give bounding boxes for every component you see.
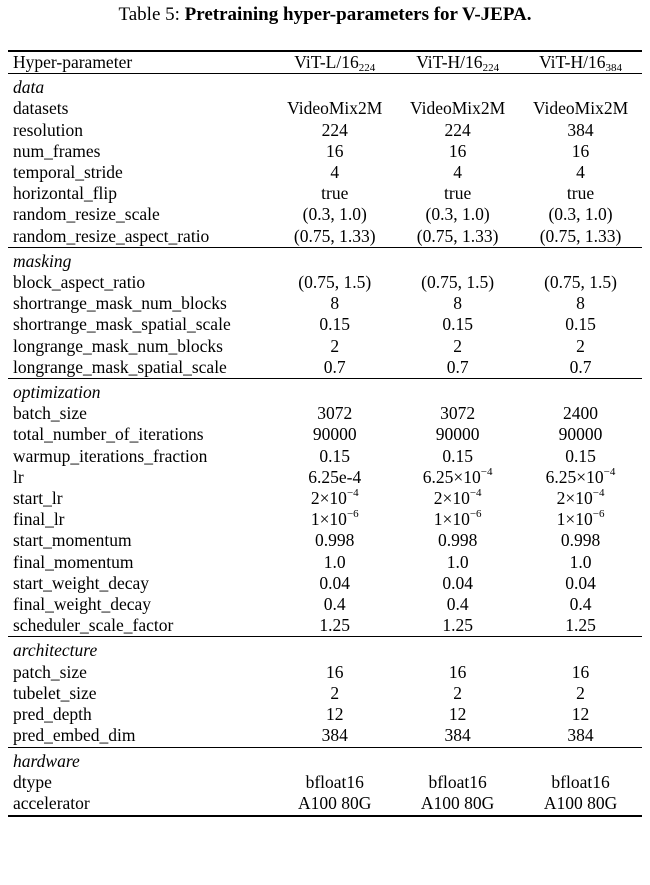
param-value: (0.75, 1.5) bbox=[544, 272, 617, 293]
header-col-1: ViT-$L/16_{224}$ bbox=[273, 51, 396, 74]
param-name: total_number_of_iterations bbox=[13, 424, 204, 445]
param-name: start_lr bbox=[13, 488, 63, 509]
table-body bbox=[8, 74, 642, 816]
param-value: VideoMix2M bbox=[410, 98, 506, 119]
param-value: (0.75, 1.5) bbox=[421, 272, 495, 293]
param-value: $2\times 10^{-4}$ bbox=[556, 487, 605, 509]
param-value: bfloat16 bbox=[551, 771, 610, 792]
param-value: 0.04 bbox=[442, 572, 473, 593]
table-row bbox=[8, 552, 642, 573]
param-value: $1\times 10^{-6}$ bbox=[556, 508, 605, 530]
section-header-optimization bbox=[8, 379, 642, 404]
table-row bbox=[8, 725, 642, 747]
param-value: (0.3, 1.0) bbox=[302, 204, 367, 225]
table-row bbox=[8, 467, 642, 488]
param-name: final_weight_decay bbox=[13, 594, 152, 615]
param-value: 224 bbox=[321, 119, 348, 140]
param-value: 16 bbox=[571, 140, 590, 161]
section-header-data bbox=[8, 74, 642, 99]
param-name: batch_size bbox=[13, 403, 87, 424]
param-value: 0.998 bbox=[315, 530, 355, 551]
param-value: $1\times 10^{-6}$ bbox=[433, 508, 482, 530]
param-value: 0.7 bbox=[323, 356, 346, 377]
param-value: (0.75, 1.33) bbox=[539, 225, 622, 246]
param-value: VideoMix2M bbox=[287, 98, 383, 119]
param-value: 1.25 bbox=[565, 615, 596, 636]
param-value: 384 bbox=[567, 119, 594, 140]
param-name: shortrange_mask_spatial_scale bbox=[13, 314, 231, 335]
param-value: 2 bbox=[576, 682, 585, 703]
param-name: final_momentum bbox=[13, 551, 134, 572]
param-name: warmup_iterations_fraction bbox=[13, 445, 208, 466]
param-value: 8 bbox=[330, 293, 340, 314]
param-name: accelerator bbox=[8, 793, 273, 816]
param-value: 2 bbox=[453, 682, 462, 703]
param-value: 0.4 bbox=[569, 594, 592, 615]
table-row bbox=[8, 488, 642, 509]
param-name: lr bbox=[13, 466, 24, 487]
param-value: 12 bbox=[571, 704, 590, 725]
param-value: 224 bbox=[444, 119, 471, 140]
param-name: final_lr bbox=[13, 509, 65, 530]
param-value: A100 80G bbox=[273, 793, 396, 816]
param-name: pred_embed_dim bbox=[13, 725, 136, 746]
table-row bbox=[8, 772, 642, 793]
param-value: 0.15 bbox=[442, 314, 473, 335]
table-row bbox=[8, 530, 642, 551]
table-row bbox=[8, 293, 642, 314]
param-name: pred_depth bbox=[13, 704, 92, 725]
param-name: random_resize_scale bbox=[13, 204, 160, 225]
header-param: Hyper-parameter bbox=[8, 51, 273, 74]
table-caption bbox=[0, 2, 650, 28]
param-value: 6.25e-4 bbox=[308, 466, 362, 487]
param-name: horizontal_flip bbox=[13, 183, 118, 204]
param-value: 4 bbox=[330, 162, 340, 183]
section-header-masking bbox=[8, 247, 642, 272]
param-value: 3072 bbox=[317, 403, 353, 424]
param-value: true bbox=[444, 183, 472, 204]
param-value: $1\times 10^{-6}$ bbox=[310, 508, 359, 530]
param-value: 0.7 bbox=[446, 356, 469, 377]
hyperparameter-table bbox=[8, 50, 642, 817]
param-value: 16 bbox=[448, 661, 467, 682]
param-value: (0.3, 1.0) bbox=[425, 204, 490, 225]
param-value: 1.25 bbox=[319, 615, 351, 636]
param-name: tubelet_size bbox=[13, 682, 97, 703]
param-value: A100 80G bbox=[396, 793, 519, 816]
param-value: $6.25\times 10^{-4}$ bbox=[422, 465, 493, 487]
param-value: 90000 bbox=[312, 424, 357, 445]
param-name: scheduler_scale_factor bbox=[13, 615, 174, 636]
param-value: 16 bbox=[325, 140, 344, 161]
param-value: 90000 bbox=[558, 424, 603, 445]
param-value: (0.75, 1.5) bbox=[298, 272, 372, 293]
param-value: 0.15 bbox=[319, 445, 351, 466]
table-header-row bbox=[8, 51, 642, 74]
section-header-architecture bbox=[8, 637, 642, 662]
param-value: 0.998 bbox=[560, 530, 601, 551]
param-value: 0.15 bbox=[565, 314, 596, 335]
param-name: patch_size bbox=[13, 661, 87, 682]
param-value: 1.25 bbox=[442, 615, 473, 636]
table-row bbox=[8, 683, 642, 704]
param-value: bfloat16 bbox=[428, 771, 487, 792]
param-value: 16 bbox=[325, 661, 344, 682]
section-title: hardware bbox=[8, 747, 642, 772]
param-value: 2400 bbox=[563, 403, 599, 424]
param-value: 16 bbox=[571, 661, 590, 682]
header-col-3: ViT-$H/16_{384}$ bbox=[519, 51, 642, 74]
table-row bbox=[8, 403, 642, 424]
table-row bbox=[8, 704, 642, 725]
param-value: 1.0 bbox=[446, 551, 469, 572]
table-row bbox=[8, 204, 642, 225]
param-value: 2 bbox=[330, 335, 340, 356]
param-name: datasets bbox=[13, 98, 69, 119]
param-name: dtype bbox=[13, 771, 52, 792]
caption-title: Pretraining hyper-parameters for V-JEPA. bbox=[184, 4, 532, 25]
param-value: 4 bbox=[453, 162, 462, 183]
caption-prefix: Table 5: bbox=[118, 4, 185, 25]
header-col-2: ViT-$H/16_{224}$ bbox=[396, 51, 519, 74]
table-row bbox=[8, 424, 642, 445]
table-row bbox=[8, 336, 642, 357]
param-value: true bbox=[566, 183, 595, 204]
param-value: 384 bbox=[444, 725, 471, 746]
table-row bbox=[8, 594, 642, 615]
param-value: 12 bbox=[325, 704, 344, 725]
param-value: 8 bbox=[453, 293, 462, 314]
param-value: 384 bbox=[321, 725, 348, 746]
param-value: 0.15 bbox=[565, 445, 596, 466]
table-row bbox=[8, 226, 642, 248]
param-value: 0.04 bbox=[319, 572, 351, 593]
param-value: 3072 bbox=[440, 403, 476, 424]
param-value: 2 bbox=[453, 335, 462, 356]
table-row bbox=[8, 120, 642, 141]
param-value: (0.75, 1.33) bbox=[293, 225, 376, 246]
param-value: 0.04 bbox=[565, 572, 596, 593]
param-value: 0.7 bbox=[569, 356, 592, 377]
section-title: optimization bbox=[8, 379, 642, 404]
param-name: start_weight_decay bbox=[13, 572, 150, 593]
param-value: A100 80G bbox=[519, 793, 642, 816]
param-value: $2\times 10^{-4}$ bbox=[433, 487, 482, 509]
table-row bbox=[8, 141, 642, 162]
param-value: $2\times 10^{-4}$ bbox=[310, 487, 359, 509]
param-value: true bbox=[321, 183, 349, 204]
param-name: longrange_mask_spatial_scale bbox=[13, 356, 227, 377]
param-value: 384 bbox=[567, 725, 594, 746]
param-value: 0.4 bbox=[323, 594, 346, 615]
table-row bbox=[8, 446, 642, 467]
param-value: 16 bbox=[448, 140, 467, 161]
param-value: 4 bbox=[576, 162, 585, 183]
param-value: 0.4 bbox=[446, 594, 469, 615]
table-row bbox=[8, 357, 642, 379]
param-value: 90000 bbox=[435, 424, 480, 445]
section-title: masking bbox=[8, 247, 642, 272]
table-row bbox=[8, 162, 642, 183]
param-value: $6.25\times 10^{-4}$ bbox=[545, 465, 616, 487]
param-value: 12 bbox=[448, 704, 467, 725]
param-name: resolution bbox=[13, 119, 83, 140]
param-value: (0.75, 1.33) bbox=[416, 225, 499, 246]
table-row bbox=[8, 573, 642, 594]
param-name: random_resize_aspect_ratio bbox=[13, 225, 210, 246]
param-value: 1.0 bbox=[323, 551, 346, 572]
table-row bbox=[8, 183, 642, 204]
param-name: block_aspect_ratio bbox=[13, 272, 146, 293]
table-row bbox=[8, 272, 642, 293]
table-row bbox=[8, 615, 642, 637]
section-title: data bbox=[8, 74, 642, 99]
table-row bbox=[8, 793, 642, 816]
param-value: 2 bbox=[330, 682, 340, 703]
param-name: shortrange_mask_num_blocks bbox=[13, 293, 227, 314]
table-row bbox=[8, 98, 642, 119]
param-name: num_frames bbox=[13, 140, 101, 161]
param-value: 2 bbox=[576, 335, 585, 356]
param-name: start_momentum bbox=[13, 530, 132, 551]
param-value: 0.998 bbox=[437, 530, 478, 551]
param-name: longrange_mask_num_blocks bbox=[13, 335, 223, 356]
param-value: 0.15 bbox=[442, 445, 473, 466]
table-row bbox=[8, 662, 642, 683]
section-title: architecture bbox=[8, 637, 642, 662]
param-value: 1.0 bbox=[569, 551, 592, 572]
section-header-hardware bbox=[8, 747, 642, 772]
param-value: 0.15 bbox=[319, 314, 351, 335]
param-value: (0.3, 1.0) bbox=[548, 204, 613, 225]
param-value: bfloat16 bbox=[305, 771, 364, 792]
param-name: temporal_stride bbox=[13, 162, 123, 183]
param-value: 8 bbox=[576, 293, 585, 314]
param-value: VideoMix2M bbox=[532, 98, 629, 119]
table-row bbox=[8, 509, 642, 530]
table-row bbox=[8, 314, 642, 335]
